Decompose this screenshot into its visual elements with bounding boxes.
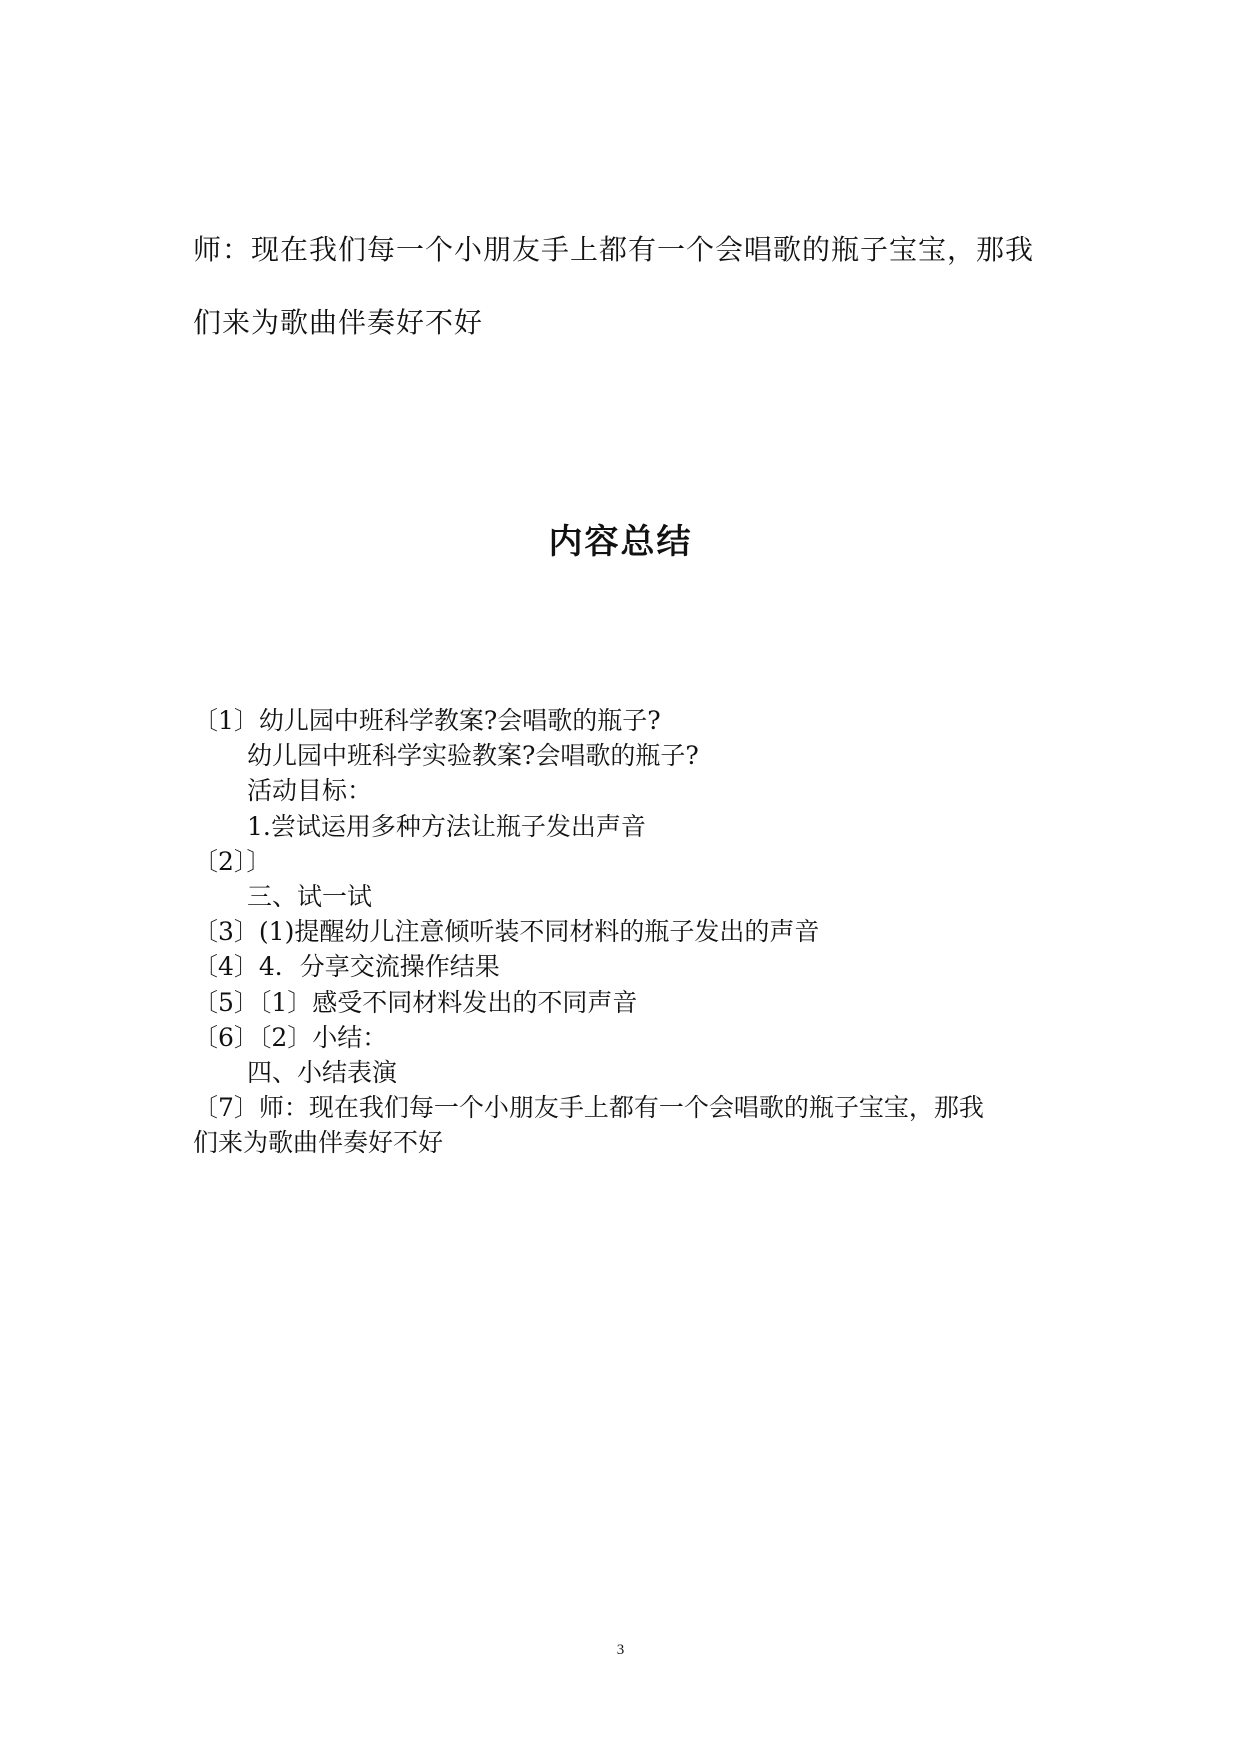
intro-text-line-1: 师：现在我们每一个小朋友手上都有一个会唱歌的瓶子宝宝，那我 [193, 233, 1035, 266]
summary-list [193, 703, 1073, 1160]
summary-line: 〔6〕〔2〕小结： [193, 1022, 388, 1052]
summary-line: 〔4〕4．分享交流操作结果 [193, 952, 500, 982]
summary-line: 〔2〕〕 [193, 846, 272, 876]
summary-line: 〔5〕〔1〕感受不同材料发出的不同声音 [193, 987, 638, 1017]
summary-line: 〔7〕师：现在我们每一个小朋友手上都有一个会唱歌的瓶子宝宝，那我 [193, 1093, 984, 1123]
summary-line: 们来为歌曲伴奏好不好 [193, 1128, 444, 1158]
intro-text-line-2: 们来为歌曲伴奏好不好 [193, 306, 484, 339]
section-heading: 内容总结 [548, 522, 693, 562]
page-number: 3 [616, 1642, 625, 1658]
summary-line: 〔3〕(1)提醒幼儿注意倾听装不同材料的瓶子发出的声音 [193, 917, 820, 947]
summary-line: 三、试一试 [247, 881, 373, 911]
summary-line: 四、小结表演 [247, 1057, 398, 1087]
summary-line: 〔1〕幼儿园中班科学教案?会唱歌的瓶子? [193, 706, 661, 735]
summary-line: 1.尝试运用多种方法让瓶子发出声音 [247, 811, 646, 841]
summary-line: 幼儿园中班科学实验教案?会唱歌的瓶子? [247, 741, 699, 771]
summary-line: 活动目标： [247, 776, 373, 806]
